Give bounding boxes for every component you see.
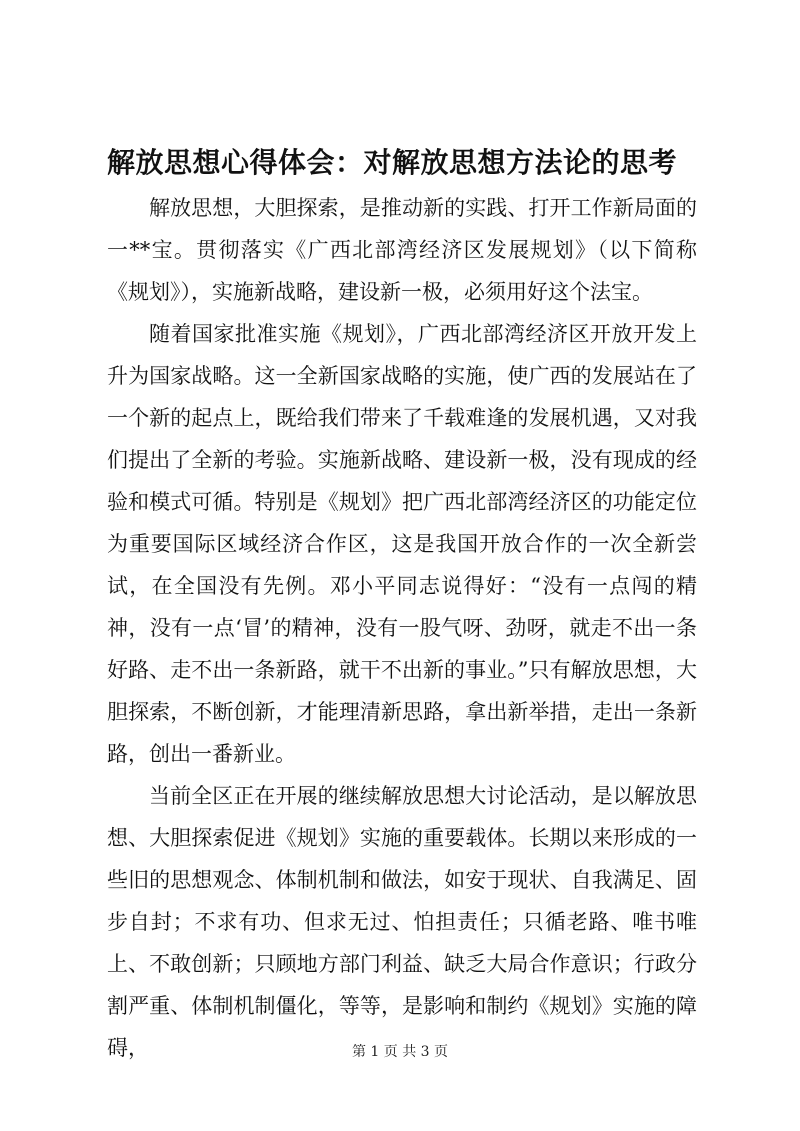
document-title: 解放思想心得体会：对解放思想方法论的思考 <box>107 146 678 179</box>
paragraph: 当前全区正在开展的继续解放思想大讨论活动，是以解放思想、大胆探索促进《规划》实施的重要载体。长期以来形成的一些旧的思想观念、体制机制和做法，如安于现状、自我满足、固步自封；不求有功、但求无过、怕担责任；只循老路、唯书唯上、不敢创新；只顾地方部门利益、缺乏大局合作意识；行政分割严重、体制机制僵化，等等，是影响和制约《规划》实施的障碍， <box>107 784 697 1060</box>
document-body <box>107 187 697 1069</box>
paragraph: 随着国家批准实施《规划》，广西北部湾经济区开放开发上升为国家战略。这一全新国家战略的实施，使广西的发展站在了一个新的起点上，既给我们带来了千载难逢的发展机遇，又对我们提出了全新的考验。实施新战略、建设新一极，没有现成的经验和模式可循。特别是《规划》把广西北部湾经济区的功能定位为重要国际区域经济合作区，这是我国开放合作的一次全新尝试，在全国没有先例。邓小平同志说得好：“没有一点闯的精神，没有一点‘冒’的精神，没有一股气呀、劲呀，就走不出一条好路、走不出一条新路，就干不出新的事业。”只有解放思想，大胆探索，不断创新，才能理清新思路，拿出新举措，走出一条新路，创出一番新业。 <box>107 322 697 766</box>
page-footer: 第 1 页 共 3 页 <box>351 1044 449 1060</box>
paragraph: 解放思想，大胆探索，是推动新的实践、打开工作新局面的一**宝。贯彻落实《广西北部湾经济区发展规划》（以下简称《规划》），实施新战略，建设新一极，必须用好这个法宝。 <box>107 196 697 304</box>
